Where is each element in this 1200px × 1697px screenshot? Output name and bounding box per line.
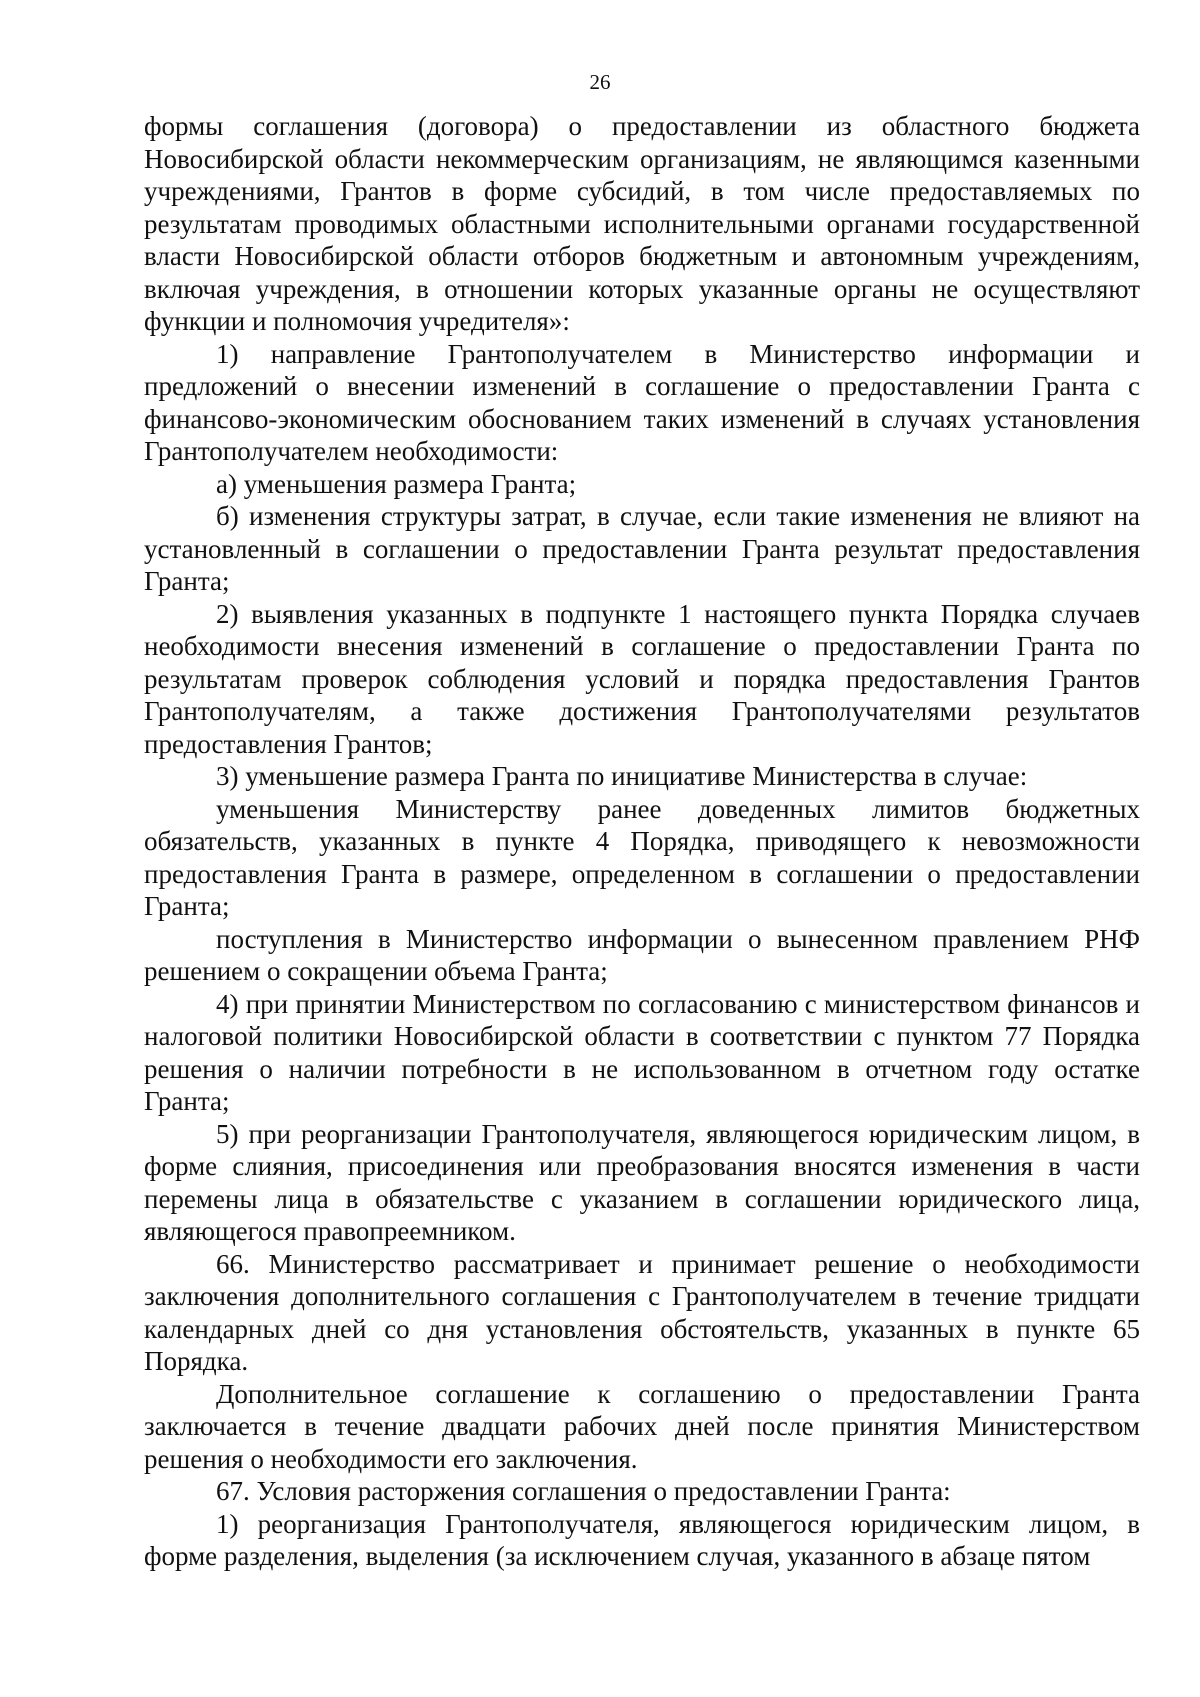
paragraph: 4) при принятии Министерством по согласованию с министерством финансов и налоговой политики Новосибирской области в соответствии с пунктом 77 Порядка решения о наличии потребности в не использованном в отчетном году остатке Гранта; (144, 988, 1140, 1116)
paragraph: а) уменьшения размера Гранта; (216, 468, 577, 499)
paragraph: Дополнительное соглашение к соглашению о предоставлении Гранта заключается в течение двадцати рабочих дней после принятия Министерством решения о необходимости его заключения. (144, 1378, 1140, 1474)
paragraph: б) изменения структуры затрат, в случае, если такие изменения не влияют на установленный в соглашении о предоставлении Гранта результат предоставления Гранта; (144, 501, 1140, 596)
paragraph: 2) выявления указанных в подпункте 1 настоящего пункта Порядка случаев необходимости внесения изменений в соглашение о предоставлении Гранта по результатам проверок соблюдения условий и порядка предоставления Грантов Грантополучателям, а также достижения Грантополучателями результатов предоставления Грантов; (144, 598, 1140, 759)
paragraph: 1) реорганизация Грантополучателя, являющегося юридическим лицом, в форме разделения, выделения (за исключением случая, указанного в абзаце пятом (144, 1508, 1140, 1571)
paragraph: 1) направление Грантополучателем в Министерство информации и предложений о внесении изменений в соглашение о предоставлении Гранта с финансово-экономическим обоснованием таких изменений в случаях установления Грантополучателем необходимости: (144, 338, 1140, 466)
page-number: 26 (589, 70, 611, 94)
paragraph: поступления в Министерство информации о вынесенном правлением РНФ решением о сокращении объема Гранта; (144, 923, 1140, 986)
paragraph: 67. Условия расторжения соглашения о предоставлении Гранта: (216, 1476, 951, 1506)
paragraph: уменьшения Министерству ранее доведенных лимитов бюджетных обязательств, указанных в пункте 4 Порядка, приводящего к невозможности предоставления Гранта в размере, определенном в соглашении о предоставлении Гранта; (144, 793, 1140, 921)
paragraph: 5) при реорганизации Грантополучателя, являющегося юридическим лицом, в форме слияния, присоединения или преобразования вносятся изменения в части перемены лица в обязательстве с указанием в соглашении юридического лица, являющегося правопреемником. (144, 1118, 1140, 1246)
paragraph: 66. Министерство рассматривает и принимает решение о необходимости заключения дополнительного соглашения с Грантополучателем в течение тридцати календарных дней со дня установления обстоятельств, указанных в пункте 65 Порядка. (144, 1248, 1140, 1376)
paragraph: 3) уменьшение размера Гранта по инициативе Министерства в случае: (216, 761, 1028, 791)
document-body (144, 110, 1140, 1573)
paragraph: формы соглашения (договора) о предоставлении из областного бюджета Новосибирской области некоммерческим организациям, не являющимся казенными учреждениями, Грантов в форме субсидий, в том числе предоставляемых по результатам проводимых областными исполнительными органами государственной власти Новосибирской области отборов бюджетным и автономным учреждениям, включая учреждения, в отношении которых указанные органы не осуществляют функции и полномочия учредителя»: (144, 111, 1140, 336)
